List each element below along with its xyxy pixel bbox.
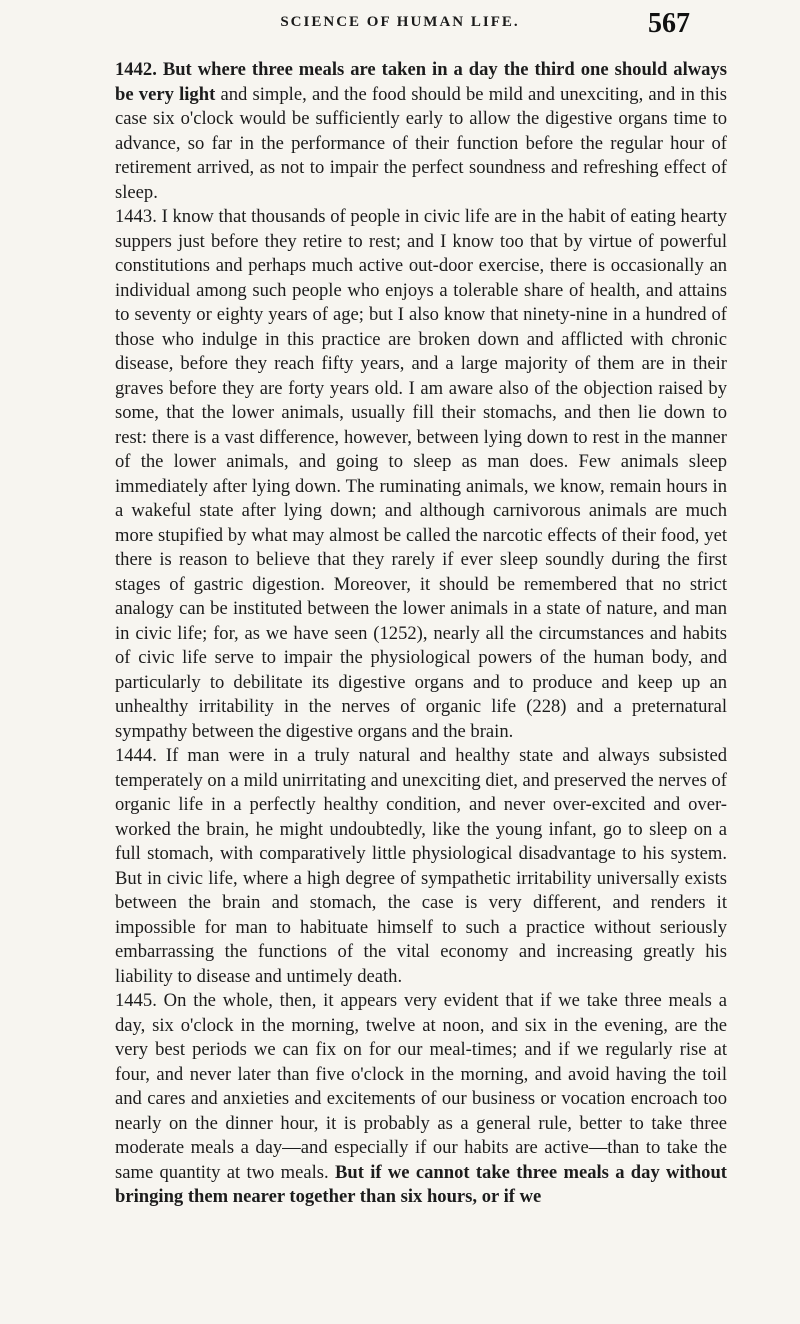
paragraph-text: On the whole, then, it appears very evident that if we take three meals a day, six o'clock in the morning, twelve at noon, and six in the evening, are the very best periods we can fix on for our meal-times; and if we regularly rise at four, and never later than five o'clock in the morning, and avoid having the toil and cares and anxieties and excitements of our business or vocation encroach too nearly on the dinner hour, it is probably as a general rule, better to take three moderate meals a day—and especially if our habits are active—than to take the same quantity at two meals. bbox=[115, 990, 727, 1183]
paragraph-number: 1442. bbox=[115, 59, 157, 80]
paragraph-text: If man were in a truly natural and healthy state and always subsisted temperately on a mild unirritating and unexciting diet, and preserved the nerves of organic life in a perfectly healthy condition, and never over-excited and over-worked the brain, he might undoubtedly, like the young infant, go to sleep on a full stomach, with comparatively little physiological disadvantage to his system. But in civic life, where a high degree of sympathetic irritability universally exists between the brain and stomach, the case is very different, and renders it impossible for man to habituate himself to such a practice without seriously embarrassing the functions of the vital economy and increasing greatly his liability to disease and untimely death. bbox=[115, 745, 727, 987]
paragraph-1443 bbox=[115, 205, 727, 744]
paragraph-lead: But where three meals are taken in a day the third one should always be very light bbox=[115, 59, 727, 105]
page-number: 567 bbox=[648, 8, 690, 39]
paragraph-number: 1444. bbox=[115, 745, 157, 766]
paragraph-number: 1445. bbox=[115, 990, 157, 1011]
running-head bbox=[0, 8, 800, 39]
running-title: SCIENCE OF HUMAN LIFE. bbox=[280, 14, 520, 30]
paragraph-1442 bbox=[115, 58, 727, 205]
body-text bbox=[115, 58, 727, 1316]
paragraph-text: and simple, and the food should be mild and unexciting, and in this case six o'clock would be sufficiently early to allow the digestive organs time to advance, so far in the performance of their function before the regular hour of retirement arrived, as not to impair the perfect soundness and refreshing effect of sleep. bbox=[115, 83, 727, 203]
paragraph-tail: But if we cannot take three meals a day without bringing them nearer together than six hours, or if we bbox=[115, 1161, 727, 1207]
paragraph-1444 bbox=[115, 744, 727, 989]
paragraph-number: 1443. bbox=[115, 206, 157, 227]
paragraph-1445 bbox=[115, 989, 727, 1210]
paragraph-text: I know that thousands of people in civic life are in the habit of eating hearty suppers just before they retire to rest; and I know too that by virtue of powerful constitutions and perhaps much active out-door exercise, there is occasionally an individual among such people who enjoys a tolerable share of health, and attains to seventy or eighty years of age; but I also know that ninety-nine in a hundred of those who indulge in this practice are broken down and afflicted with chronic disease, before they reach fifty years, and a large majority of them are in their graves before they are forty years old. I am aware also of the objection raised by some, that the lower animals, usually fill their stomachs, and then lie down to rest: there is a vast difference, however, between lying down to rest in the manner of the lower animals, and going to sleep as man does. Few animals sleep immediately after lying down. The ruminating animals, we know, remain hours in a wakeful state after lying down; and although carnivorous animals are much more stupified by what may almost be called the narcotic effects of their food, yet there is reason to believe that they rarely if ever sleep soundly during the first stages of gastric digestion. Moreover, it should be remembered that no strict analogy can be instituted between the lower animals in a state of nature, and man in civic life; for, as we have seen (1252), nearly all the circumstances and habits of civic life serve to impair the physiological powers of the human body, and particularly to debilitate its digestive organs and to produce and keep up an unhealthy irritability in the nerves of organic life (228) and a preternatural sympathy between the digestive organs and the brain. bbox=[115, 206, 727, 742]
